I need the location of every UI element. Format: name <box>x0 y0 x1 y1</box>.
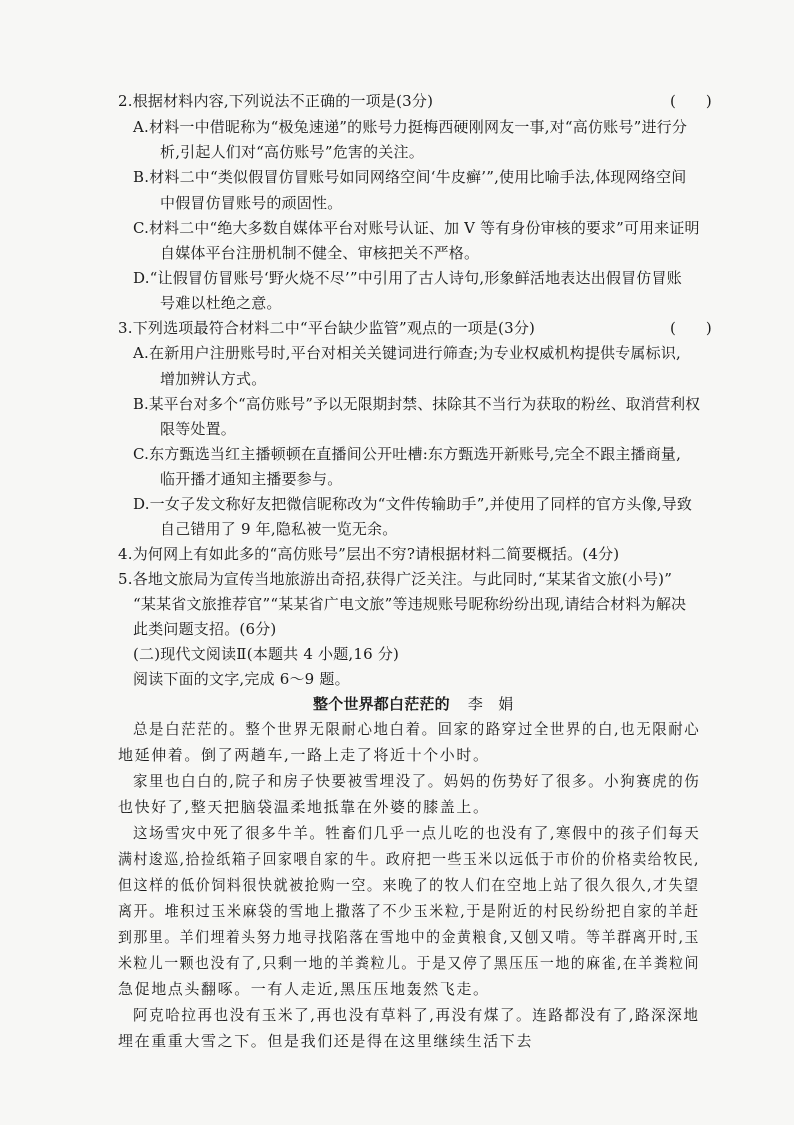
question-2-option-c: C.材料二中“绝大多数自媒体平台对账号认证、加 V 等有身份审核的要求”可用来证明 <box>133 219 700 237</box>
article-line: 但这样的低价饲料很快就被抢购一空。来晚了的牧人们在空地上站了很久很久,才失望 <box>118 876 700 894</box>
question-2-answer-parens: ( ) <box>670 92 712 110</box>
article-line: 到那里。羊们埋着头努力地寻找陷落在雪地中的金黄粮食,又刨又啃。等羊群离开时,玉 <box>118 928 700 946</box>
question-3-option-c-cont: 临开播才通知主播要参与。 <box>160 470 343 488</box>
question-2-option-b-cont: 中假冒仿冒账号的顽固性。 <box>160 194 343 212</box>
article-line: 离开。堆积过玉米麻袋的雪地上撒落了不少玉米粒,于是附近的村民纷纷把自家的羊赶 <box>118 902 700 920</box>
article-line: 家里也白白的,院子和房子快要被雪埋没了。妈妈的伤势好了很多。小狗赛虎的伤 <box>133 772 701 790</box>
article-line: 米粒儿一颗也没有了,只剩一地的羊粪粒儿。于是又停了黑压压一地的麻雀,在羊粪粒间 <box>118 954 700 972</box>
article-title-line <box>313 694 513 714</box>
question-2-option-d-cont: 号难以杜绝之意。 <box>160 294 282 312</box>
question-3-option-b-cont: 限等处置。 <box>160 420 237 438</box>
question-2-option-a-cont: 析,引起人们对“高仿账号”危害的关注。 <box>160 143 424 161</box>
question-2-stem: 2.根据材料内容,下列说法不正确的一项是(3分) <box>118 92 434 110</box>
question-5-line-1: 5.各地文旅局为宣传当地旅游出奇招,获得广泛关注。与此同时,“某某省文旅(小号)” <box>118 570 673 588</box>
question-2-option-a: A.材料一中借昵称为“极兔速递”的账号力挺梅西硬刚网友一事,对“高仿账号”进行分 <box>133 118 688 136</box>
question-5-line-2: “某某省文旅推荐官”“某某省广电文旅”等违规账号昵称纷纷出现,请结合材料为解决 <box>133 595 687 613</box>
article-line: 总是白茫茫的。整个世界无限耐心地白着。回家的路穿过全世界的白,也无限耐心 <box>133 720 701 738</box>
article-line: 也快好了,整天把脑袋温柔地抵靠在外婆的膝盖上。 <box>118 798 490 816</box>
article-author: 李 娟 <box>467 695 514 713</box>
article-line: 地延伸着。倒了两趟车,一路上走了将近十个小时。 <box>118 746 490 764</box>
article-line: 这场雪灾中死了很多牛羊。牲畜们几乎一点儿吃的也没有了,寒假中的孩子们每天 <box>133 824 701 842</box>
article-line: 急促地点头翻啄。一有人走近,黑压压地轰然飞走。 <box>118 980 490 998</box>
question-2-option-b: B.材料二中“类似假冒仿冒账号如同网络空间‘牛皮癣’”,使用比喻手法,体现网络空间 <box>133 168 687 186</box>
article-line: 埋在重重大雪之下。但是我们还是得在这里继续生活下去 <box>118 1032 534 1050</box>
question-3-option-a: A.在新用户注册账号时,平台对相关关键词进行筛查;为专业权威机构提供专属标识, <box>133 344 681 362</box>
question-2-option-d: D.“让假冒仿冒账号‘野火烧不尽’”中引用了古人诗句,形象鲜活地表达出假冒仿冒账 <box>133 269 682 287</box>
question-3-option-a-cont: 增加辨认方式。 <box>160 370 267 388</box>
question-5-line-3: 此类问题支招。(6分) <box>133 620 277 638</box>
question-3-stem: 3.下列选项最符合材料二中“平台缺少监管”观点的一项是(3分) <box>118 319 536 337</box>
question-3-option-c: C.东方甄选当红主播顿顿在直播间公开吐槽:东方甄选开新账号,完全不跟主播商量, <box>133 445 682 463</box>
question-3-answer-parens: ( ) <box>670 319 712 337</box>
section-heading: (二)现代文阅读Ⅱ(本题共 4 小题,16 分) <box>133 645 400 663</box>
article-title: 整个世界都白茫茫的 <box>313 695 450 713</box>
question-3-option-b: B.某平台对多个“高仿账号”予以无限期封禁、抹除其不当行为获取的粉丝、取消营利权 <box>133 395 701 413</box>
article-line: 满村逡巡,拾捡纸箱子回家喂自家的牛。政府把一些玉米以远低于市价的价格卖给牧民, <box>118 850 700 868</box>
question-2-option-c-cont: 自媒体平台注册机制不健全、审核把关不严格。 <box>160 244 480 262</box>
section-instruction: 阅读下面的文字,完成 6～9 题。 <box>133 670 350 688</box>
question-3-option-d: D.一女子发文称好友把微信昵称改为“文件传输助手”,并使用了同样的官方头像,导致 <box>133 495 693 513</box>
article-line: 阿克哈拉再也没有玉米了,再也没有草料了,再没有煤了。连路都没有了,路深深地 <box>133 1006 700 1024</box>
question-3-option-d-cont: 自己错用了 9 年,隐私被一览无余。 <box>160 520 398 538</box>
question-4: 4.为何网上有如此多的“高仿账号”层出不穷?请根据材料二简要概括。(4分) <box>118 545 620 563</box>
